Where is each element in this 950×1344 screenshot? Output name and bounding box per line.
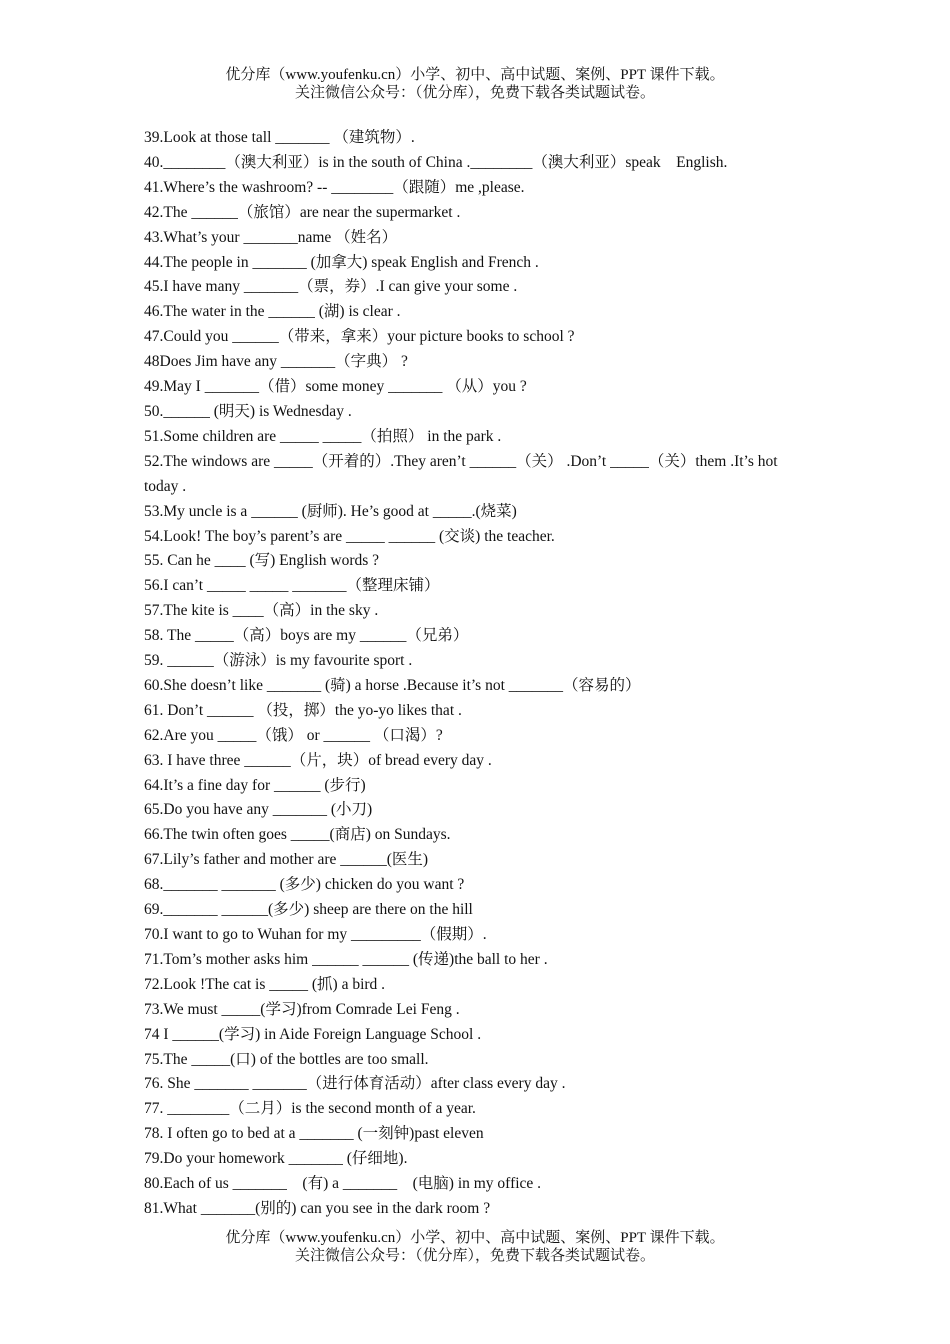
question-75: 75.The _____(口) of the bottles are too small. bbox=[144, 1050, 429, 1068]
question-51: 51.Some children are _____ _____（拍照） in the park . bbox=[144, 427, 502, 445]
question-44: 44.The people in _______ (加拿大) speak English and French . bbox=[144, 253, 539, 271]
question-64: 64.It’s a fine day for ______ (步行) bbox=[144, 776, 366, 794]
question-49: 49.May I _______（借）some money _______ （从）you ? bbox=[144, 378, 527, 396]
question-72: 72.Look !The cat is _____ (抓) a bird . bbox=[144, 975, 386, 993]
question-list bbox=[144, 126, 814, 1222]
question-52: 52.The windows are _____（开着的）.They aren’t ______（关） .Don’t _____（关）them .It’s hot today . bbox=[144, 452, 782, 495]
question-59: 59. ______（游泳）is my favourite sport . bbox=[144, 652, 413, 670]
question-73: 73.We must _____(学习)from Comrade Lei Feng . bbox=[144, 1000, 460, 1018]
question-47: 47.Could you ______（带来，拿来）your picture books to school ? bbox=[144, 328, 575, 346]
question-66: 66.The twin often goes _____(商店) on Sundays. bbox=[144, 826, 451, 844]
question-69: 69._______ ______(多少) sheep are there on the hill bbox=[144, 901, 473, 919]
question-48: 48Does Jim have any _______（字典） ? bbox=[144, 353, 408, 371]
question-50: 50.______ (明天) is Wednesday . bbox=[144, 402, 352, 420]
question-53: 53.My uncle is a ______ (厨师). He’s good at _____.(烧菜) bbox=[144, 502, 517, 520]
question-40: 40.________（澳大利亚）is in the south of China .________（澳大利亚）speak English. bbox=[144, 153, 728, 171]
question-70: 70.I want to go to Wuhan for my _________（假期）. bbox=[144, 926, 487, 943]
question-71: 71.Tom’s mother asks him ______ ______ (传递)the ball to her . bbox=[144, 950, 548, 968]
footer-line-1: 优分库（www.youfenku.cn）小学、初中、高中试题、案例、PPT 课件下载。 bbox=[225, 1230, 725, 1246]
question-55: 55. Can he ____ (写) English words ? bbox=[144, 552, 380, 570]
question-43: 43.What’s your _______name （姓名） bbox=[144, 228, 398, 246]
question-78: 78. I often go to bed at a _______ (一刻钟)past eleven bbox=[144, 1125, 484, 1143]
question-67: 67.Lily’s father and mother are ______(医生) bbox=[144, 851, 429, 869]
page-footer bbox=[0, 1229, 950, 1265]
question-74: 74 I ______(学习) in Aide Foreign Language School . bbox=[144, 1025, 482, 1043]
page-header bbox=[0, 66, 950, 102]
question-57: 57.The kite is ____（高）in the sky . bbox=[144, 602, 379, 620]
header-line-2: 关注微信公众号：（优分库），免费下载各类试题试卷。 bbox=[294, 85, 655, 101]
question-46: 46.The water in the ______ (湖) is clear . bbox=[144, 303, 401, 321]
question-68: 68._______ _______ (多少) chicken do you want ? bbox=[144, 876, 465, 894]
header-line-1: 优分库（www.youfenku.cn）小学、初中、高中试题、案例、PPT 课件下载。 bbox=[225, 67, 725, 83]
question-60: 60.She doesn’t like _______ (骑) a horse .Because it’s not _______（容易的） bbox=[144, 676, 641, 694]
question-58: 58. The _____（高）boys are my ______（兄弟） bbox=[144, 627, 469, 645]
question-39: 39.Look at those tall _______ （建筑物）. bbox=[144, 129, 415, 146]
question-77: 77. ________（二月）is the second month of a year. bbox=[144, 1100, 476, 1118]
question-80: 80.Each of us _______ (有) a _______ (电脑) in my office . bbox=[144, 1175, 542, 1193]
footer-line-2: 关注微信公众号：（优分库），免费下载各类试题试卷。 bbox=[294, 1248, 655, 1264]
question-41: 41.Where’s the washroom? -- ________（跟随）me ,please. bbox=[144, 178, 525, 196]
question-45: 45.I have many _______（票，券）.I can give your some . bbox=[144, 278, 518, 296]
question-42: 42.The ______（旅馆）are near the supermarket . bbox=[144, 203, 461, 221]
question-62: 62.Are you _____（饿） or ______ （口渴）? bbox=[144, 726, 443, 744]
question-81: 81.What _______(别的) can you see in the dark room ? bbox=[144, 1199, 491, 1217]
question-56: 56.I can’t _____ _____ _______（整理床铺） bbox=[144, 577, 440, 595]
question-54: 54.Look! The boy’s parent’s are _____ ______ (交谈) the teacher. bbox=[144, 527, 555, 545]
question-63: 63. I have three ______（片，块）of bread every day . bbox=[144, 751, 492, 769]
question-76: 76. She _______ _______（进行体育活动）after class every day . bbox=[144, 1075, 566, 1093]
question-61: 61. Don’t ______ （投，掷）the yo-yo likes that . bbox=[144, 701, 462, 719]
question-79: 79.Do your homework _______ (仔细地). bbox=[144, 1150, 408, 1168]
question-65: 65.Do you have any _______ (小刀) bbox=[144, 801, 373, 819]
